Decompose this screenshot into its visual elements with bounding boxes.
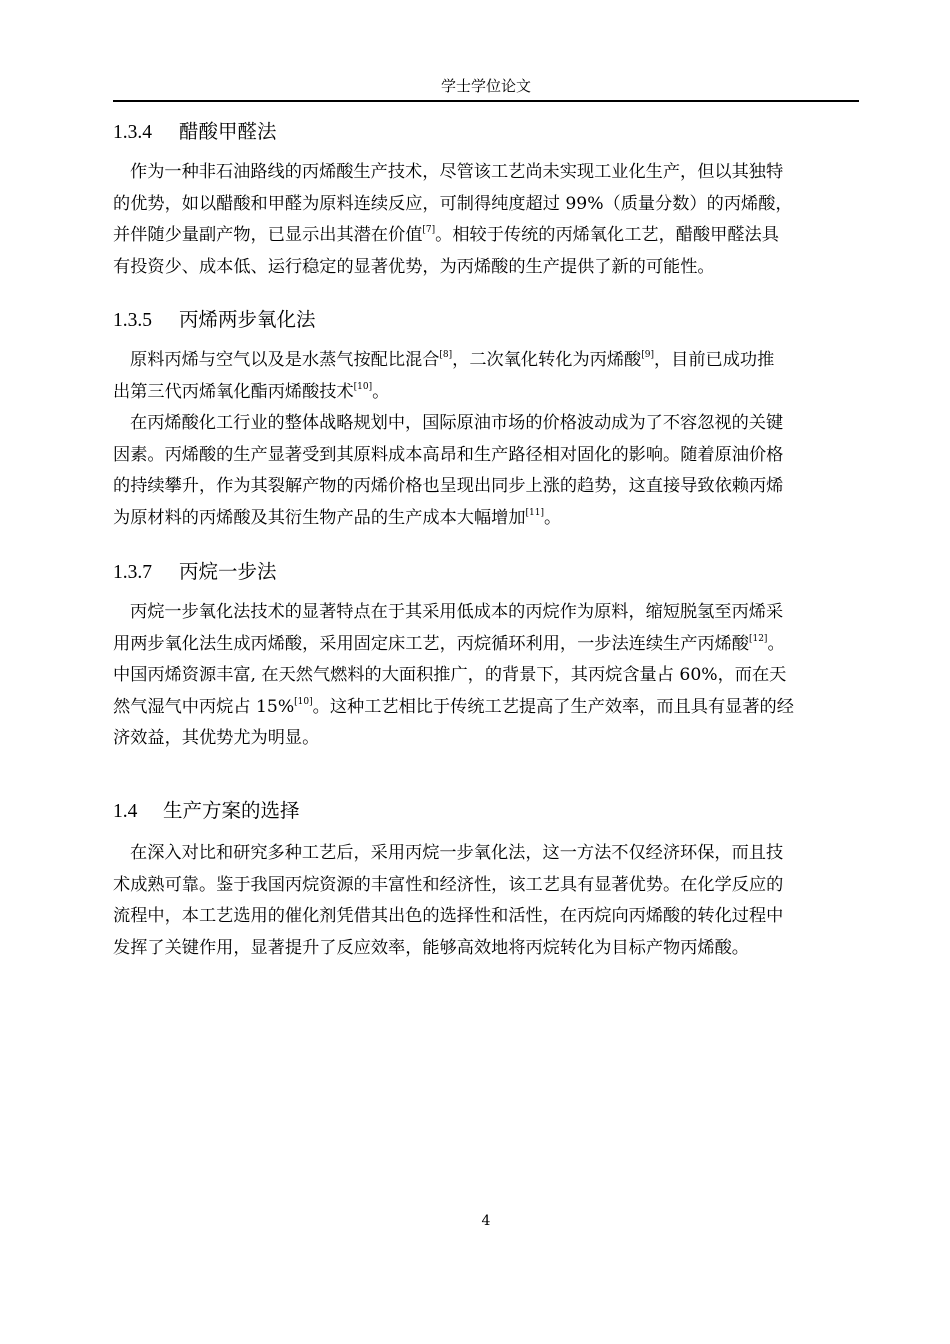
section-heading-1-3-7: [113, 560, 277, 585]
text-run: 。这种工艺相比于传统工艺提高了生产效率，而且具有显著的经: [312, 696, 794, 717]
text-line: [113, 220, 859, 252]
citation: [10]: [353, 381, 373, 392]
page-number: 4: [481, 1213, 491, 1229]
text-line: 中国丙烯资源丰富, 在天然气燃料的大面积推广，的背景下，其丙烷含量占 60%，而在天: [113, 665, 787, 685]
section-heading-1-3-4: [113, 120, 277, 145]
paragraph-propane-one-step: [113, 597, 859, 755]
text-line: [113, 503, 859, 535]
text-line: 的优势，如以醋酸和甲醛为原料连续反应，可制得纯度超过 99%（质量分数）的丙烯酸，: [113, 193, 793, 214]
text-line: [113, 377, 859, 409]
text-run: 。: [767, 633, 785, 654]
citation: [12]: [748, 633, 768, 644]
text-line: 术成熟可靠。鉴于我国丙烷资源的丰富性和经济性，该工艺具有显著优势。在化学反应的: [113, 874, 784, 895]
section-title: 丙烷一步法: [179, 560, 277, 583]
text-line: [113, 629, 859, 661]
section-number: 1.3.4: [113, 122, 152, 143]
text-line: 作为一种非石油路线的丙烯酸生产技术，尽管该工艺尚未实现工业化生产，但以其独特: [130, 162, 784, 182]
text-run: 。相较于传统的丙烯氧化工艺，醋酸甲醛法具: [435, 225, 779, 245]
text-line: 因素。丙烯酸的生产显著受到其原料成本高昂和生产路径相对固化的影响。随着原油价格: [113, 444, 784, 465]
section-number: 1.4: [113, 801, 138, 822]
text-run: 。: [544, 507, 562, 528]
text-run: 用两步氧化法生成丙烯酸，采用固定床工艺，丙烷循环利用，一步法连续生产丙烯酸: [113, 633, 749, 654]
text-run: 。: [372, 381, 390, 402]
text-run: 出第三代丙烯氧化酯丙烯酸技术: [113, 381, 354, 402]
section-number: 1.3.5: [113, 310, 152, 331]
text-run: ，二次氧化转化为丙烯酸: [452, 350, 642, 370]
running-header: 学士学位论文: [440, 77, 531, 95]
citation: [10]: [294, 696, 313, 707]
citation: [9]: [641, 350, 654, 360]
text-line: 发挥了关键作用，显著提升了反应效率，能够高效地将丙烷转化为目标产物丙烯酸。: [113, 937, 749, 958]
paragraph-acetic-formaldehyde: [113, 157, 859, 283]
paragraph-propylene-two-step: [113, 345, 859, 534]
paragraph-process-selection: [113, 838, 859, 964]
section-number: 1.3.7: [113, 562, 152, 583]
text-line: 济效益，其优势尤为明显。: [113, 728, 320, 748]
text-line: [113, 345, 859, 377]
section-heading-1-4: [113, 799, 300, 824]
text-run: 原料丙烯与空气以及是水蒸气按配比混合: [130, 350, 440, 370]
section-title: 醋酸甲醛法: [179, 120, 277, 143]
text-run: 为原材料的丙烯酸及其衍生物产品的生产成本大幅增加: [113, 507, 526, 528]
text-run: 并伴随少量副产物，已显示出其潜在价值: [113, 225, 423, 245]
citation: [8]: [439, 350, 453, 360]
citation: [7]: [422, 225, 436, 235]
text-line: 丙烷一步氧化法技术的显著特点在于其采用低成本的丙烷作为原料，缩短脱氢至丙烯采: [130, 602, 784, 622]
section-heading-1-3-5: [113, 308, 316, 333]
section-title: 生产方案的选择: [163, 799, 300, 822]
text-line: 的持续攀升，作为其裂解产物的丙烯价格也呈现出同步上涨的趋势，这直接导致依赖丙烯: [113, 476, 784, 496]
text-run: ，目前已成功推: [653, 350, 775, 370]
citation: [11]: [525, 507, 544, 518]
text-line: [113, 692, 859, 724]
section-title: 丙烯两步氧化法: [179, 308, 316, 331]
header-rule: [113, 100, 859, 102]
text-line: 流程中，本工艺选用的催化剂凭借其出色的选择性和活性，在丙烷向丙烯酸的转化过程中: [113, 906, 784, 926]
text-run: 然气湿气中丙烷占 15%: [113, 696, 295, 717]
text-line: 在深入对比和研究多种工艺后，采用丙烷一步氧化法，这一方法不仅经济环保，而且技: [130, 843, 784, 863]
text-line: 在丙烯酸化工行业的整体战略规划中，国际原油市场的价格波动成为了不容忽视的关键: [130, 413, 784, 433]
text-line: 有投资少、成本低、运行稳定的显著优势，为丙烯酸的生产提供了新的可能性。: [113, 256, 715, 277]
